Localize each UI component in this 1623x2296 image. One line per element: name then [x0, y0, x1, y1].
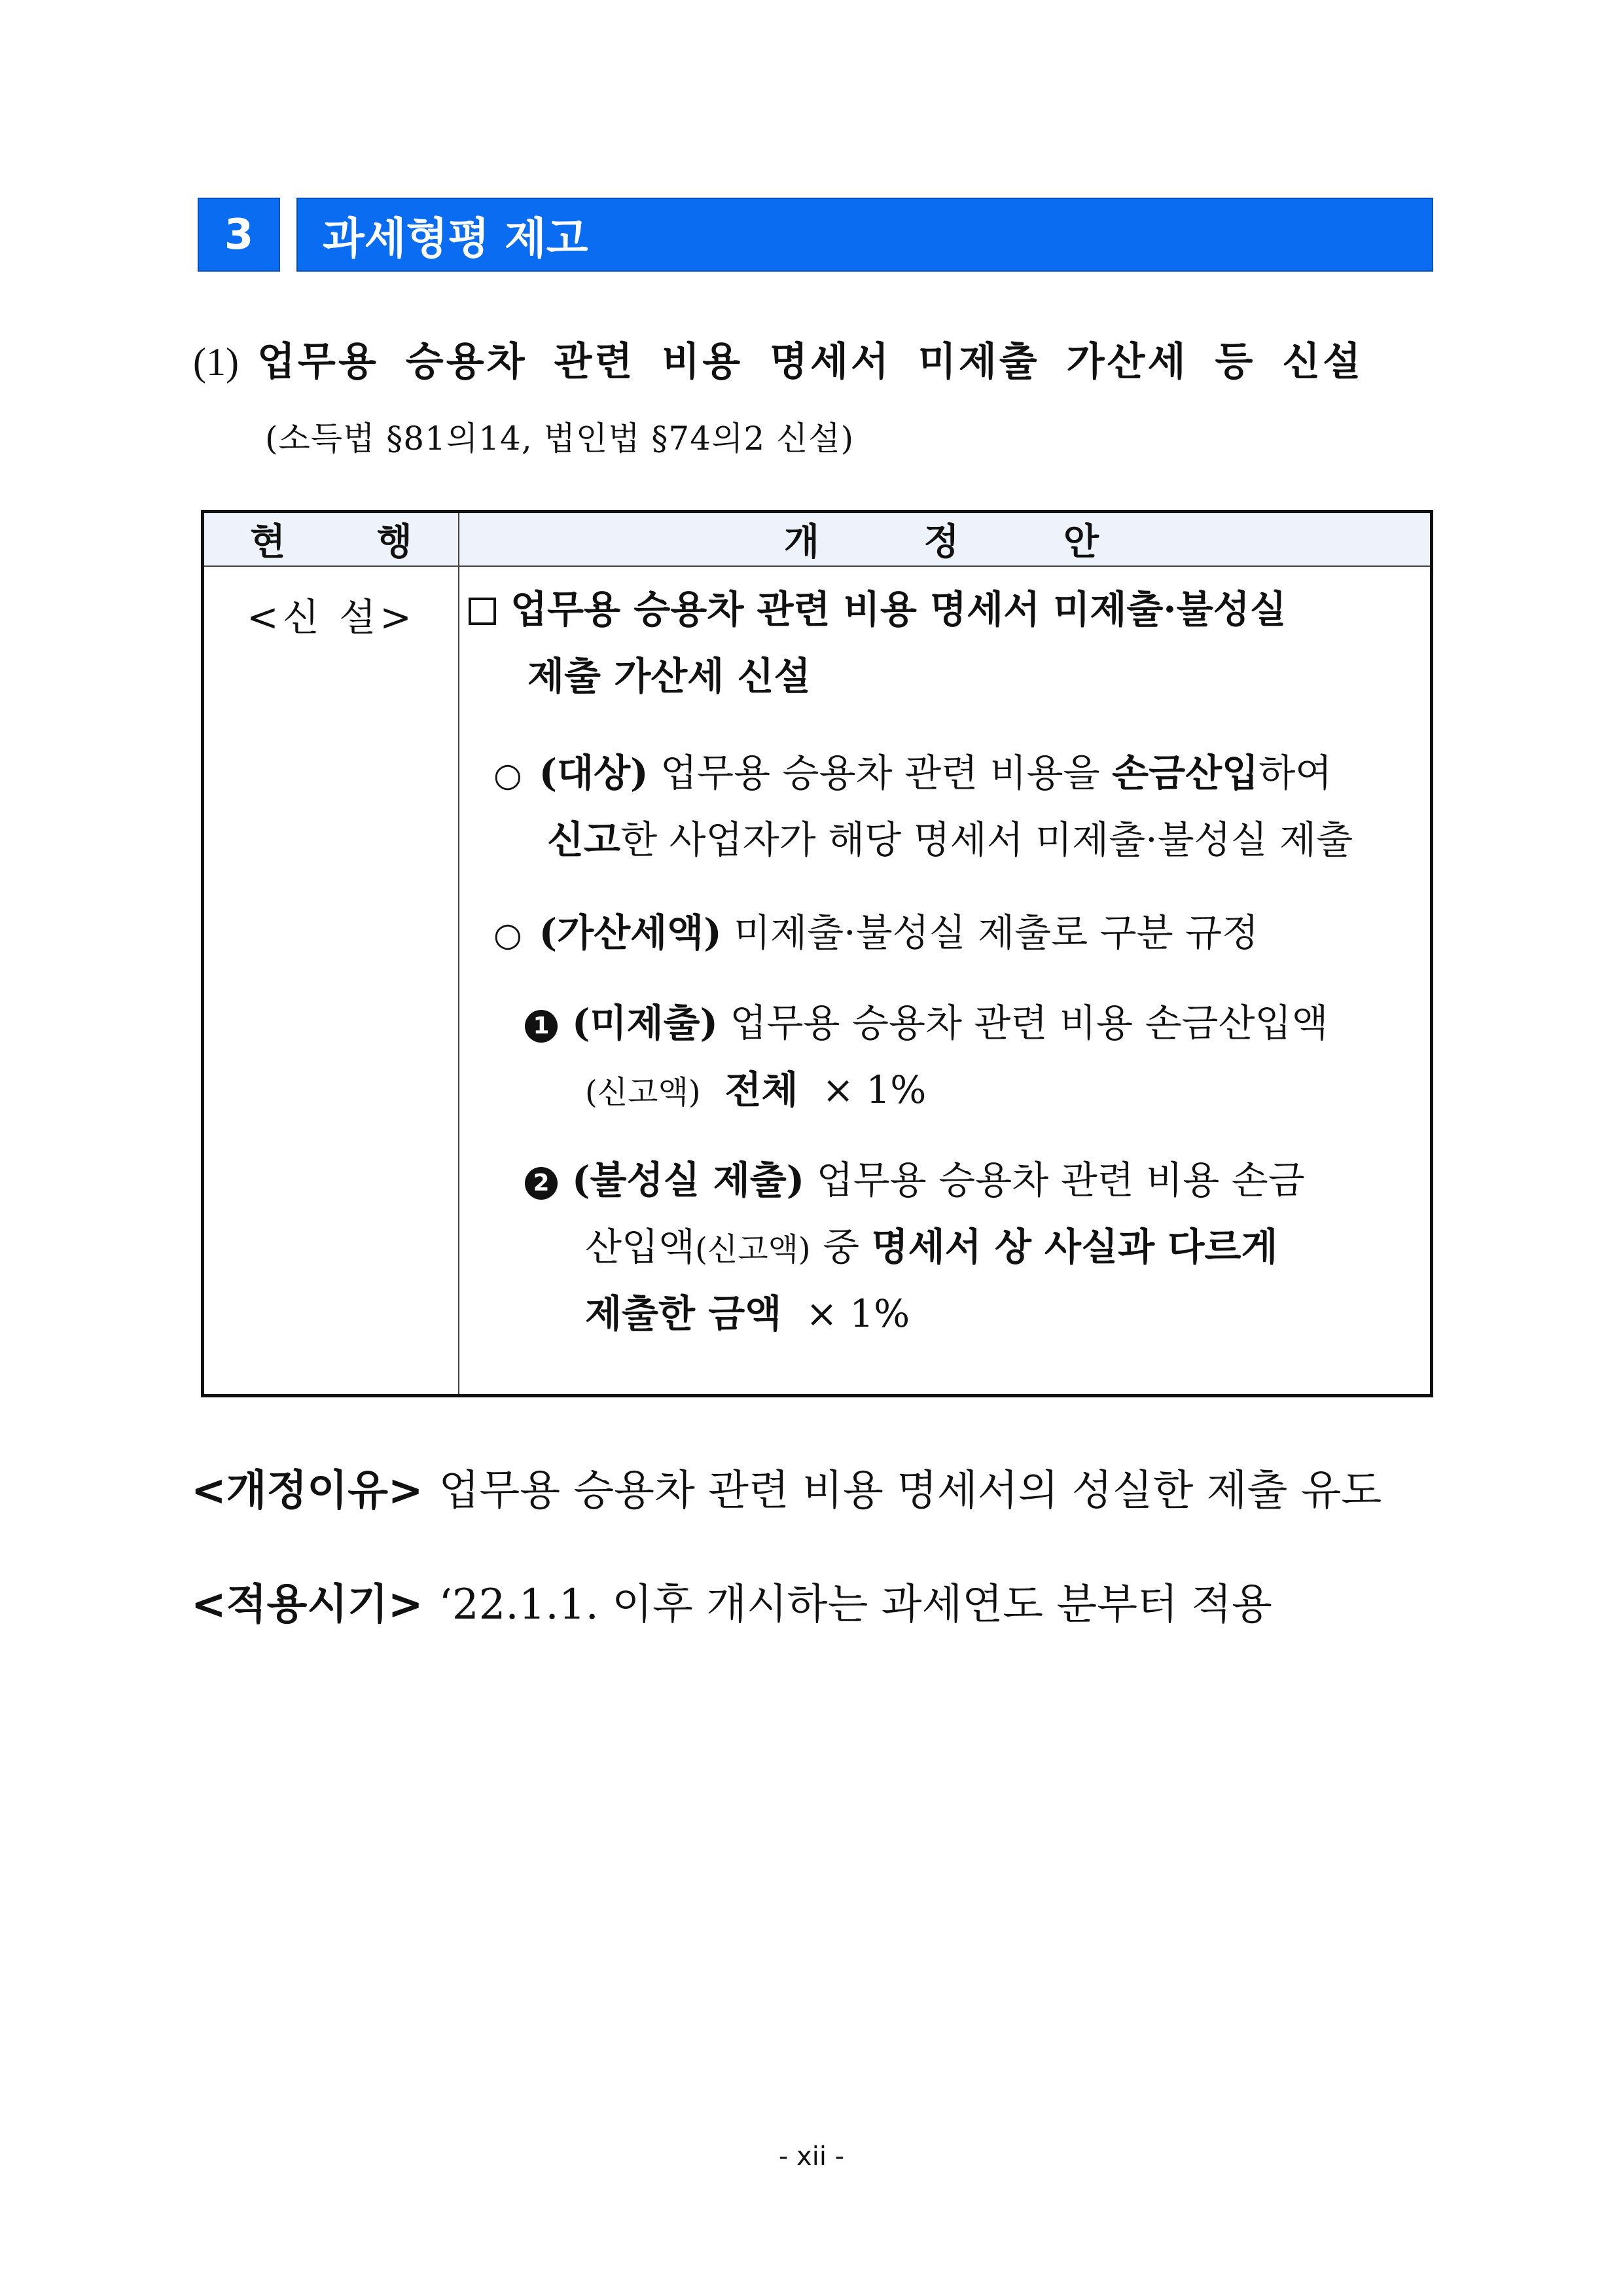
proposal-box-line1 — [469, 579, 1287, 634]
item1-line2 — [585, 1059, 926, 1114]
item1-line1 — [525, 992, 1329, 1047]
item-reference: (소득법 §81의14, 법인법 §74의2 신설) — [265, 420, 855, 457]
effective-text: ‘22.1.1. 이후 개시하는 과세연도 분부터 적용 — [438, 1581, 1272, 1629]
item2-text: 업무용 승용차 관련 비용 손금 — [816, 1158, 1305, 1202]
reason-text: 업무용 승용차 관련 비용 명세서의 성실한 제출 유도 — [438, 1467, 1382, 1515]
header-proposal: 개 정 안 — [459, 512, 1432, 567]
item2-line3 — [585, 1283, 910, 1338]
circle-bullet-icon: ○ — [493, 916, 522, 954]
item2-line2 — [585, 1216, 1277, 1271]
item2-rate: × 1% — [806, 1291, 910, 1336]
penalty-label: (가산세액) — [539, 910, 722, 955]
item2-bold2: 제출한 금액 — [585, 1291, 782, 1336]
item2-line1 — [525, 1149, 1305, 1204]
penalty-line — [493, 902, 1258, 957]
circle-bullet-icon: ○ — [493, 756, 522, 794]
target-bold1: 손금산입 — [1112, 751, 1259, 795]
item1-text: 업무용 승용차 관련 비용 손금산입액 — [730, 1001, 1329, 1045]
proposal-box-line2: 제출 가산세 신설 — [527, 654, 811, 698]
section-number: 3 — [198, 198, 280, 272]
item2-bold: 명세서 상 사실과 다르게 — [871, 1225, 1278, 1269]
table-body-row — [203, 566, 1432, 1396]
item1-small: (신고액) — [585, 1074, 701, 1111]
current-text: <신 설> — [247, 595, 416, 639]
section-title: 과세형평 제고 — [296, 198, 1433, 272]
effective-label: <적용시기> — [191, 1581, 423, 1629]
item2-text2: 산입액 — [585, 1225, 696, 1269]
number-two-bullet-icon: 2 — [525, 1167, 558, 1200]
item2-small: (신고액) — [695, 1231, 811, 1268]
reason-label: <개정이유> — [191, 1467, 423, 1515]
item-heading — [193, 331, 1363, 387]
header-current: 현 행 — [203, 512, 459, 567]
target-bold2: 신고 — [547, 817, 621, 862]
target-line2 — [547, 809, 1353, 864]
item-number: (1) — [193, 340, 239, 384]
item2-label: (불성실 제출) — [572, 1158, 805, 1202]
proposal-box-text1: 업무용 승용차 관련 비용 명세서 미제출·불성실 — [510, 587, 1287, 632]
target-text2: 하여 — [1258, 751, 1332, 795]
page-number: - xii - — [778, 2142, 845, 2172]
item1-label: (미제출) — [572, 1001, 718, 1045]
target-text3: 한 사업자가 해당 명세서 미제출·불성실 제출 — [620, 817, 1353, 862]
item2-text3: 중 — [823, 1225, 860, 1269]
item1-bold: 전체 — [724, 1067, 798, 1112]
proposal-cell — [459, 566, 1432, 1396]
target-line1 — [493, 742, 1332, 797]
effective-line — [191, 1571, 1272, 1631]
penalty-text: 미제출·불성실 제출로 구분 규정 — [734, 910, 1259, 955]
item1-rate: × 1% — [822, 1067, 927, 1112]
target-label: (대상) — [539, 751, 649, 795]
item-title: 업무용 승용차 관련 비용 명세서 미제출 가산세 등 신설 — [257, 339, 1364, 385]
target-text1: 업무용 승용차 관련 비용을 — [660, 751, 1100, 795]
table-header-row — [203, 512, 1432, 567]
number-one-bullet-icon: 1 — [525, 1010, 558, 1043]
checkbox-square-icon — [469, 598, 496, 625]
comparison-table — [201, 510, 1433, 1397]
reason-line — [191, 1457, 1382, 1517]
current-cell — [203, 566, 459, 1396]
